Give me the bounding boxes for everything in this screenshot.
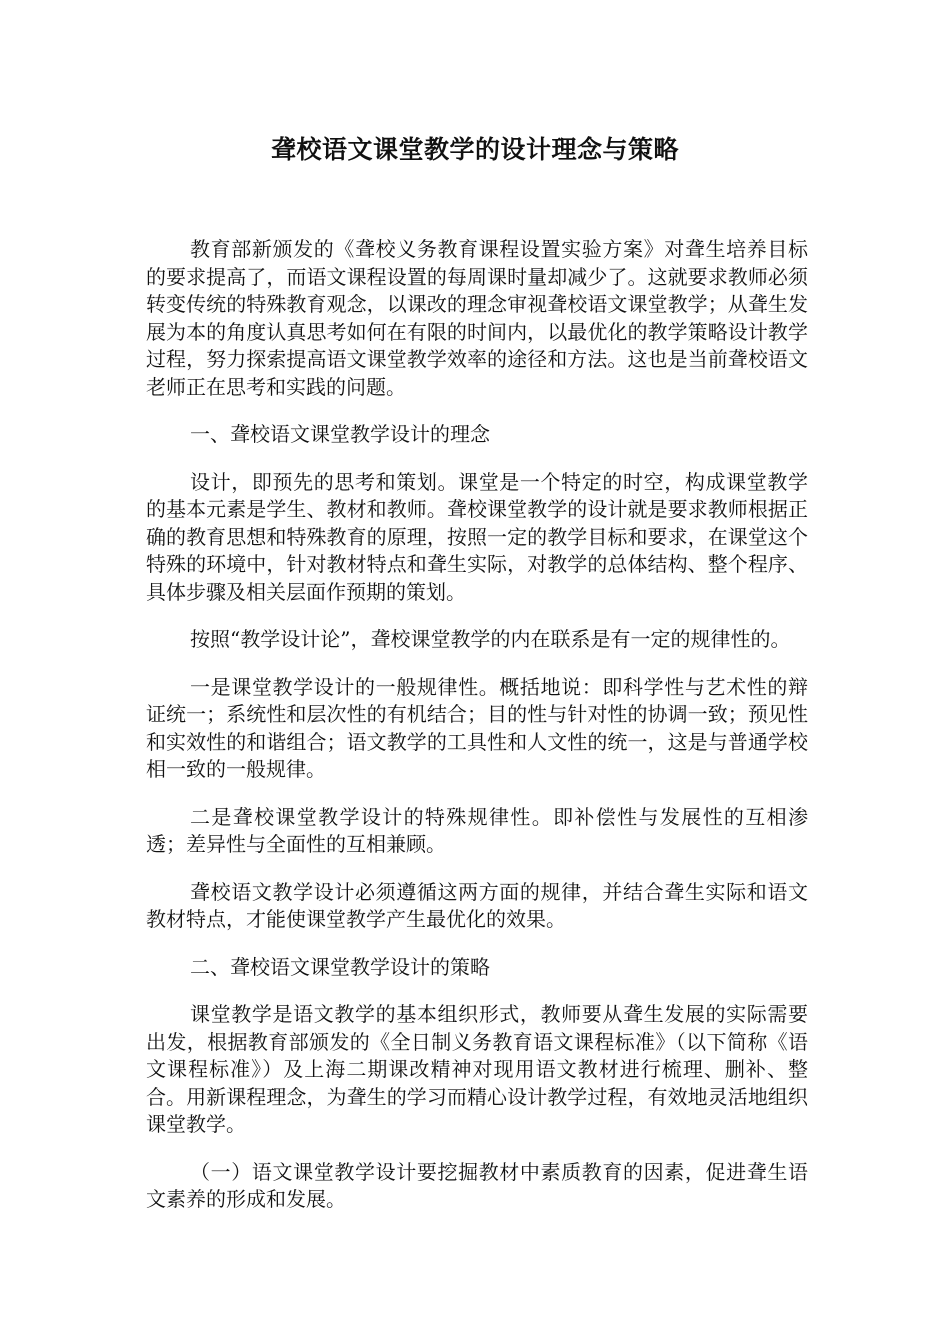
paragraph-general-rule: 一是课堂教学设计的一般规律性。概括地说：即科学性与艺术性的辩证统一；系统性和层次性的有机结合；目的性与针对性的协调一致；预见性和实效性的和谐组合；语文教学的工具性和人文性的统一，这是与普通学校相一致的一般规律。	[146, 674, 808, 781]
section-heading-2: 二、聋校语文课堂教学设计的策略	[190, 954, 490, 979]
paragraph-intro: 教育部新颁发的《聋校义务教育课程设置实验方案》对聋生培养目标的要求提高了，而语文课程设置的每周课时量却减少了。这就要求教师必须转变传统的特殊教育观念，以课改的理念审视聋校语文课堂教学；从聋生发展为本的角度认真思考如何在有限的时间内，以最优化的教学策略设计教学过程，努力探索提高语文课堂教学效率的途径和方法。这也是当前聋校语文老师正在思考和实践的问题。	[146, 237, 808, 399]
paragraph-strategy: 课堂教学是语文教学的基本组织形式，教师要从聋生发展的实际需要出发，根据教育部颁发的《全日制义务教育语文课程标准》（以下简称《语文课程标准》）及上海二期课改精神对现用语文教材进行梳理、删补、整合。用新课程理念，为聋生的学习而精心设计教学过程，有效地灵活地组织课堂教学。	[146, 1002, 808, 1136]
paragraph-subsection-1: （一）语文课堂教学设计要挖掘教材中素质教育的因素，促进聋生语文素养的形成和发展。	[146, 1159, 808, 1211]
paragraph-design-definition: 设计，即预先的思考和策划。课堂是一个特定的时空，构成课堂教学的基本元素是学生、教材和教师。聋校课堂教学的设计就是要求教师根据正确的教育思想和特殊教育的原理，按照一定的教学目标和要求，在课堂这个特殊的环境中，针对教材特点和聋生实际，对教学的总体结构、整个程序、具体步骤及相关层面作预期的策划。	[146, 469, 808, 604]
document-title: 聋校语文课堂教学的设计理念与策略	[270, 135, 679, 164]
paragraph-special-rule: 二是聋校课堂教学设计的特殊规律性。即补偿性与发展性的互相渗透；差异性与全面性的互相兼顾。	[146, 804, 808, 856]
paragraph-design-theory: 按照“教学设计论”，聋校课堂教学的内在联系是有一定的规律性的。	[190, 627, 791, 651]
paragraph-combine-rules: 聋校语文教学设计必须遵循这两方面的规律，并结合聋生实际和语文教材特点，才能使课堂教学产生最优化的效果。	[146, 879, 808, 931]
document-body	[146, 236, 808, 1234]
section-heading-1: 一、聋校语文课堂教学设计的理念	[190, 422, 490, 446]
